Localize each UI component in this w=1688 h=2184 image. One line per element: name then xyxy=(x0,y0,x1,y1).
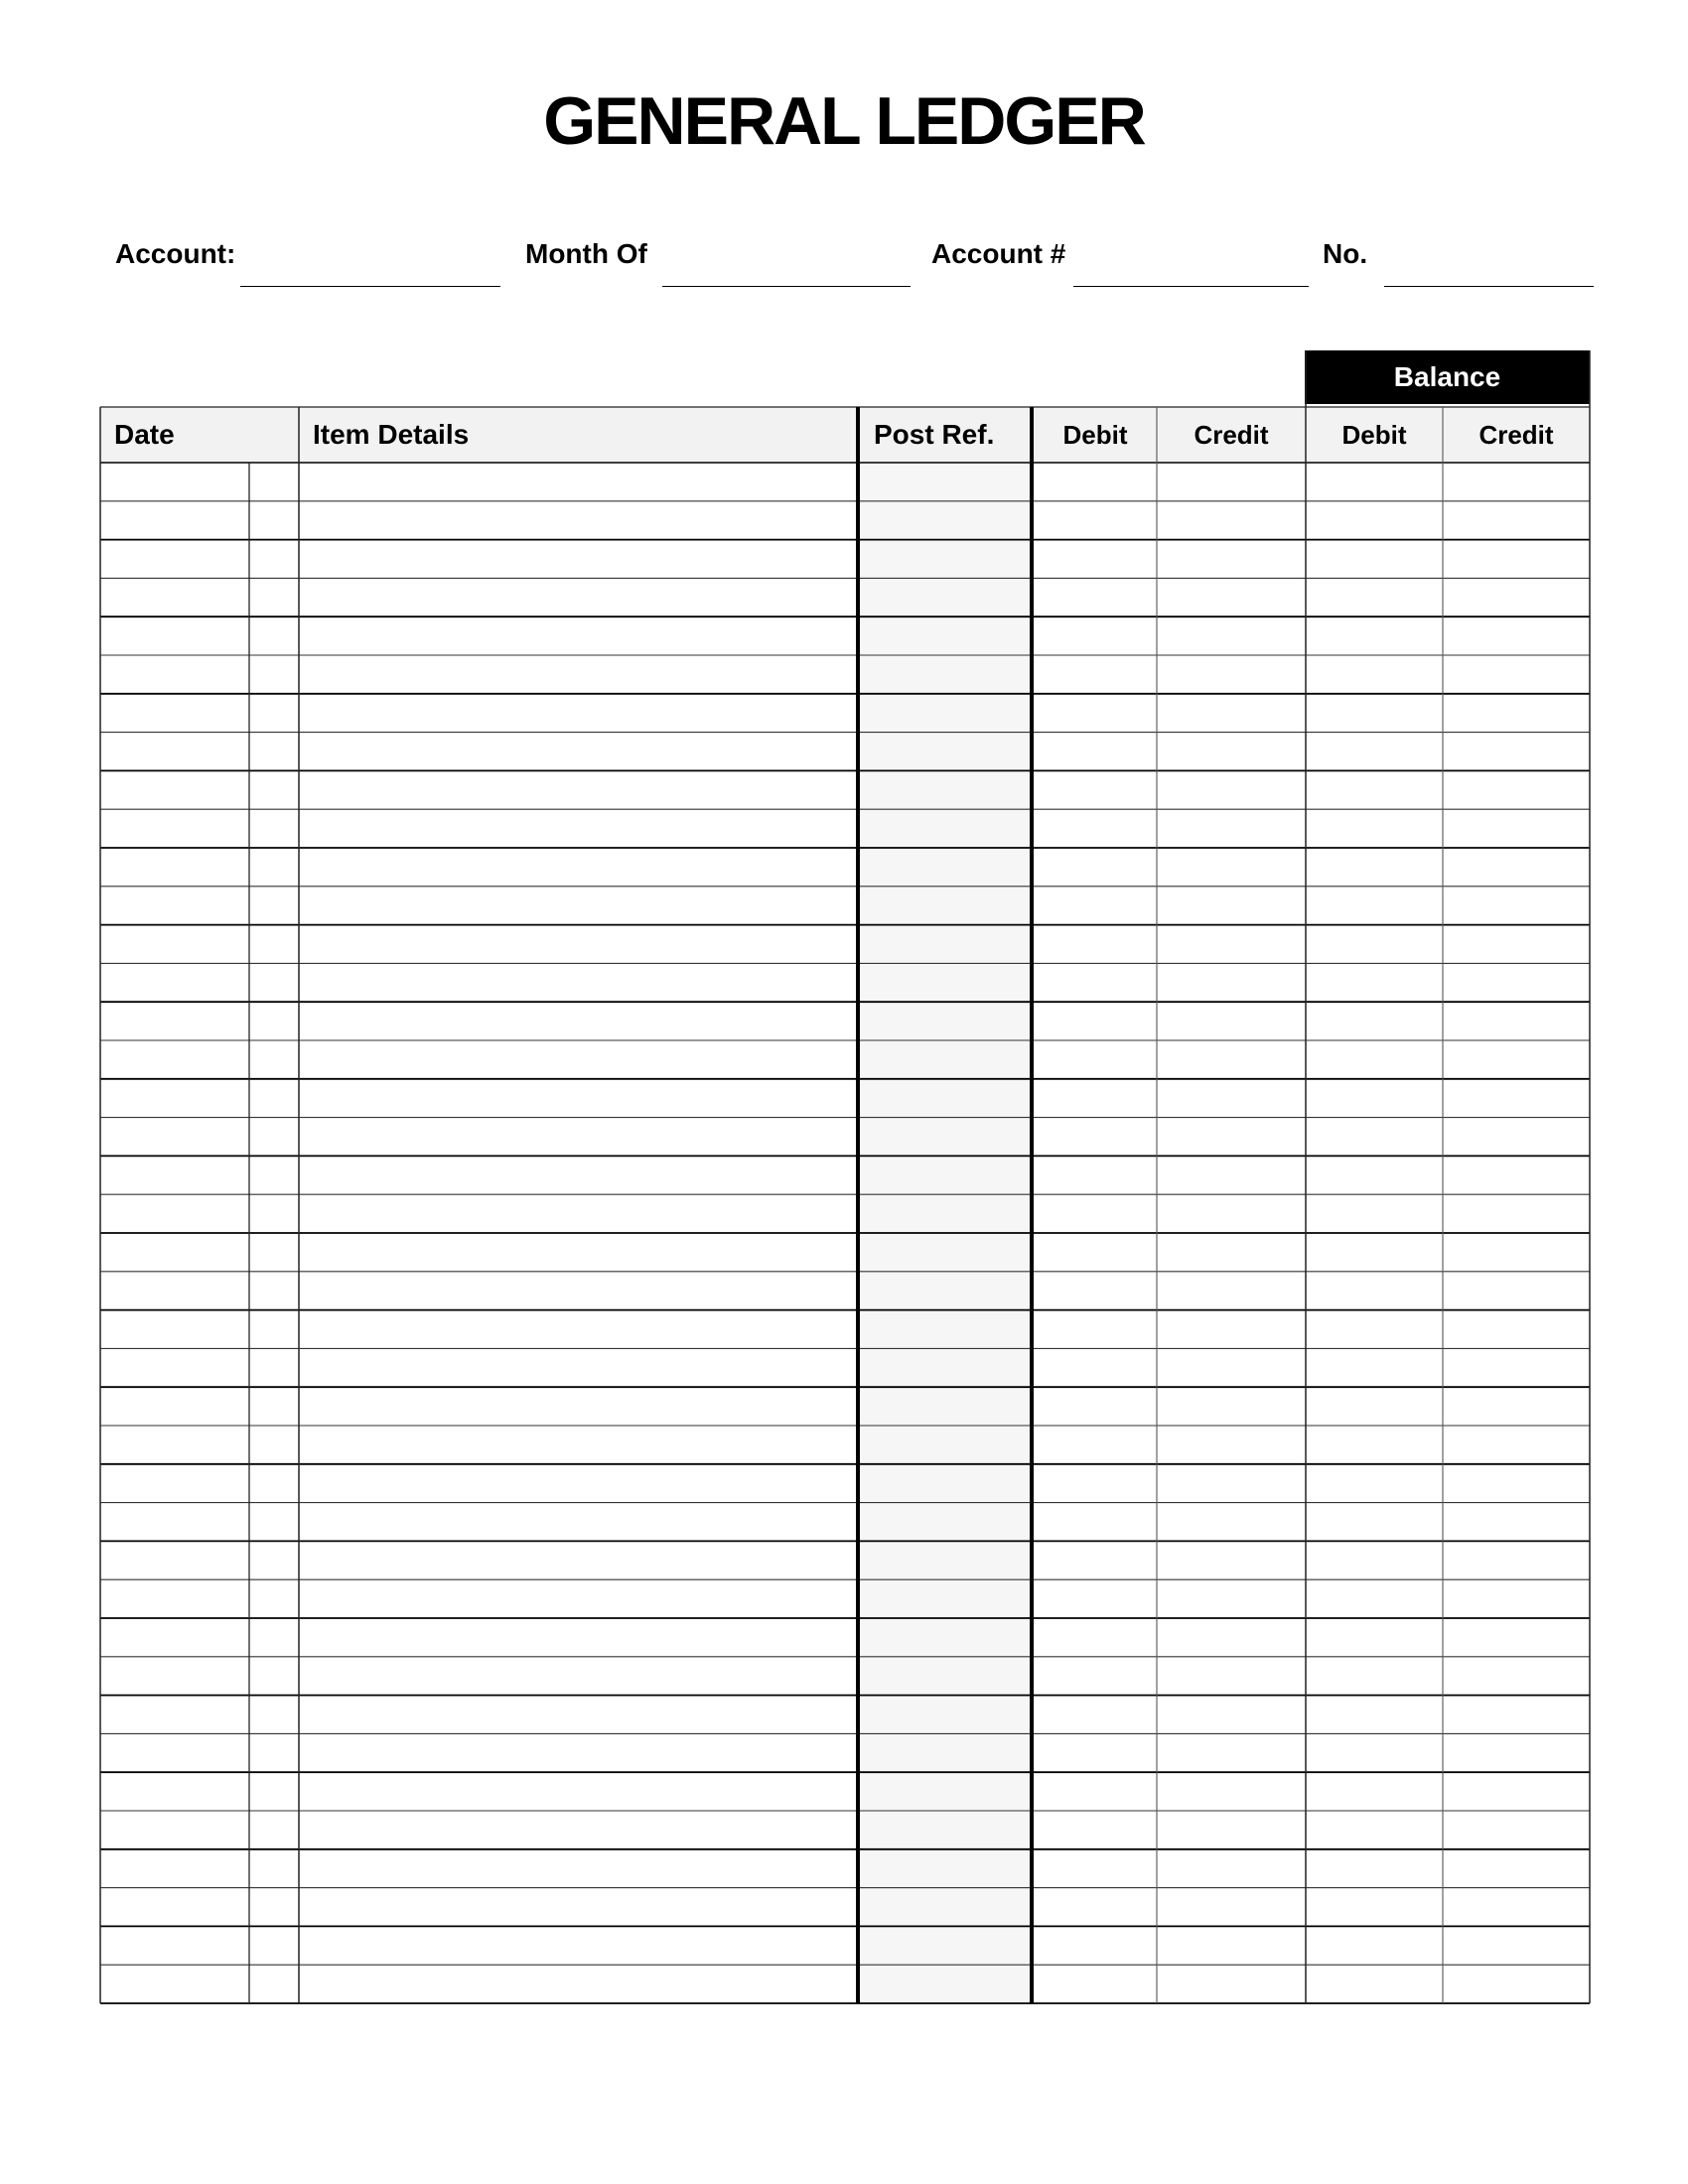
header-balance-debit: Debit xyxy=(1341,420,1407,450)
header-item-details: Item Details xyxy=(313,419,470,450)
header-debit: Debit xyxy=(1062,420,1128,450)
account-label: Account: xyxy=(115,238,236,269)
header-post-ref: Post Ref. xyxy=(874,419,995,450)
balance-group-header: Balance xyxy=(1305,350,1590,404)
header-credit: Credit xyxy=(1194,420,1269,450)
number-label: No. xyxy=(1323,238,1368,269)
header-date: Date xyxy=(114,419,175,450)
month-of-label: Month Of xyxy=(525,238,647,269)
page-title: GENERAL LEDGER xyxy=(543,83,1145,159)
header-balance-credit: Credit xyxy=(1478,420,1554,450)
account-number-label: Account # xyxy=(931,238,1066,269)
